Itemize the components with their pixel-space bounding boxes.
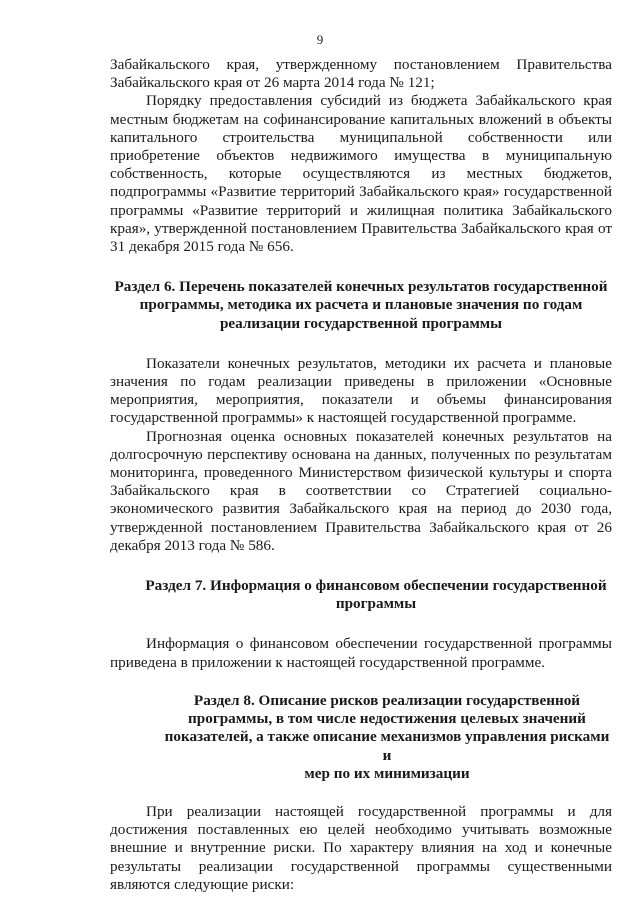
section8-heading-line-2: программы, в том числе недостижения целевых значений	[188, 710, 586, 728]
section6-paragraph-2: Прогнозная оценка основных показателей конечных результатов на долгосрочную перспективу основана на данных, полученных по результатам мониторинга, проведенного Министерством физической культуры и спорта Забайкальского края в соответствии со Стратегией социально-экономического развития Забайкальского края на период до 2030 года, утвержденной постановлением Правительства Забайкальского края от 26 декабря 2013 года № 586.	[110, 427, 612, 554]
paragraph-subsidies: Порядку предоставления субсидий из бюджета Забайкальского края местным бюджетам на софинансирование капитальных вложений в объекты капитального строительства муниципальной собственности или приобретение объектов недвижимого имущества в муниципальную собственность, которые осуществляются из местных бюджетов, подпрограммы «Развитие территорий Забайкальского края» государственной программы «Развитие территорий и жилищная политика Забайкальского края», утвержденной постановлением Правительства Забайкальского края от 31 декабря 2015 года № 656.	[110, 92, 612, 256]
section7-paragraph-1: Информация о финансовом обеспечении государственной программы приведена в приложении к настоящей государственной программе.	[110, 635, 612, 671]
intro-line-2: Забайкальского края от 26 марта 2014 года № 121;	[110, 74, 435, 92]
page-number: 9	[316, 32, 324, 47]
section7-heading	[110, 577, 612, 613]
section6-heading-line-2: программы, методика их расчета и плановые значения по годам	[139, 296, 583, 314]
section8-heading	[110, 692, 612, 783]
section7-heading-line-2: программы	[335, 595, 417, 613]
section6-paragraph-1: Показатели конечных результатов, методики их расчета и плановые значения по годам реализации приведены в приложении «Основные мероприятия, мероприятия, показатели и объемы финансирования государственной программы» к настоящей государственной программе.	[110, 354, 612, 427]
page-content	[110, 56, 612, 894]
section6-heading	[110, 278, 612, 333]
intro-line-1: Забайкальского края, утвержденному постановлением Правительства	[110, 56, 612, 73]
section7-heading-line-1: Раздел 7. Информация о финансовом обеспечении государственной	[145, 577, 607, 595]
section6-heading-line-3: реализации государственной программы	[219, 314, 502, 332]
section8-paragraph-1: При реализации настоящей государственной программы и для достижения поставленных ею целей необходимо учитывать возможные внешние и внутренние риски. По характеру влияния на ход и конечные результаты реализации государственной программы существенными являются следующие риски:	[110, 802, 612, 893]
section8-heading-line-4: мер по их минимизации	[304, 764, 470, 782]
section6-heading-line-1: Раздел 6. Перечень показателей конечных результатов государственной	[114, 278, 608, 296]
section8-heading-line-1: Раздел 8. Описание рисков реализации государственной	[193, 691, 581, 709]
section8-heading-line-3: показателей, а также описание механизмов управления рисками и	[164, 728, 610, 764]
